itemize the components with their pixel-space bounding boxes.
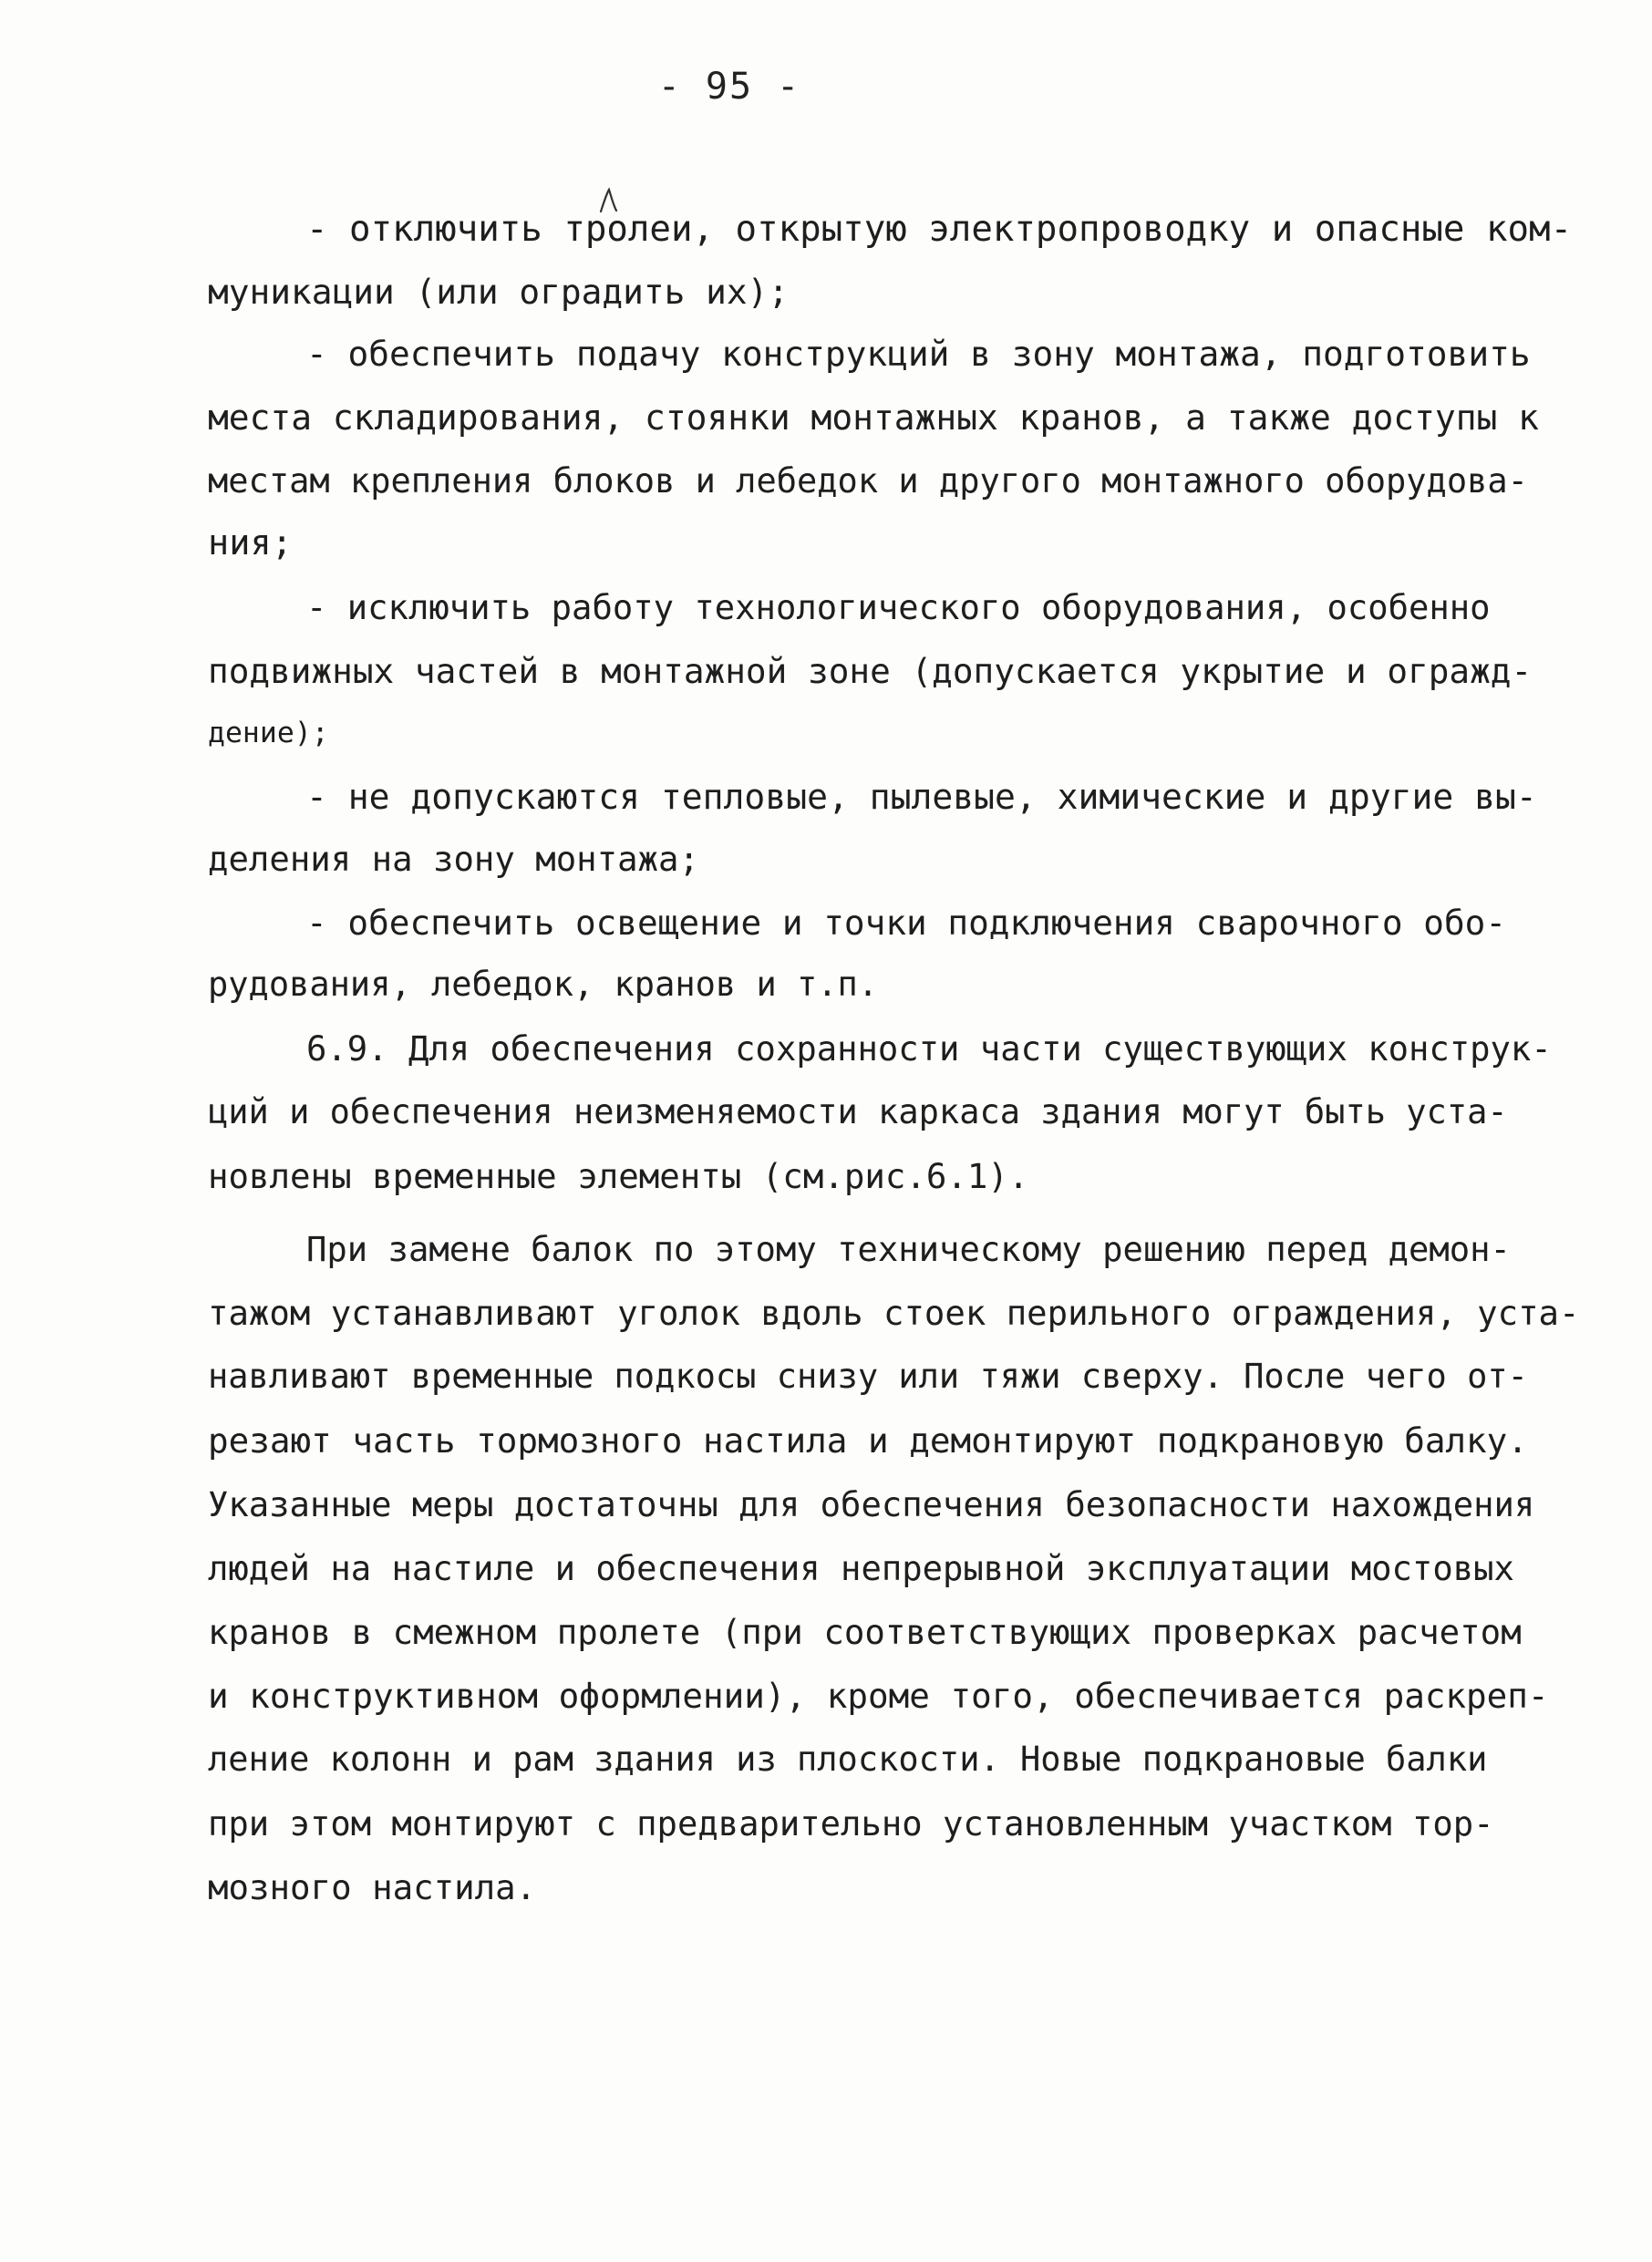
text-line: деления на зону монтажа; xyxy=(208,839,699,879)
text-line: мозного настила. xyxy=(208,1867,537,1907)
text-line: муникации (или оградить их); xyxy=(208,272,790,312)
text-line: ций и обеспечения неизменяемости каркаса здания могут быть уста- xyxy=(208,1092,1508,1131)
text-line: - отключить тролеи, открытую электропроводку и опасные ком- xyxy=(306,209,1573,250)
text-line: - исключить работу технологического оборудования, особенно xyxy=(306,587,1491,627)
text-line: ния; xyxy=(208,522,293,563)
text-line: места складирования, стоянки монтажных кранов, а также доступы к xyxy=(208,398,1539,438)
text-line: - обеспечить освещение и точки подключения сварочного обо- xyxy=(306,903,1507,943)
text-line: - обеспечить подачу конструкций в зону монтажа, подготовить xyxy=(306,334,1531,374)
text-line: и конструктивном оформлении), кроме того, обеспечивается раскреп- xyxy=(208,1676,1549,1716)
text-line: 6.9. Для обеспечения сохранности части существующих конструк- xyxy=(306,1028,1552,1069)
text-line: резают часть тормозного настила и демонтируют подкрановую балку. xyxy=(208,1420,1528,1461)
text-line: рудования, лебедок, кранов и т.п. xyxy=(208,965,879,1004)
text-line: подвижных частей в монтажной зоне (допускается укрытие и огражд- xyxy=(208,651,1533,691)
text-line: при этом монтируют с предварительно установленным участком тор- xyxy=(208,1803,1494,1844)
text-line: дение); xyxy=(208,717,329,749)
text-line: тажом устанавливают уголок вдоль стоек перильного ограждения, уста- xyxy=(208,1293,1580,1333)
text-line: новлены временные элементы (см.рис.6.1). xyxy=(208,1156,1029,1196)
page-number: - 95 - xyxy=(657,66,801,108)
text-line: людей на настиле и обеспечения непрерывной эксплуатации мостовых xyxy=(208,1548,1514,1588)
text-line: - не допускаются тепловые, пылевые, химические и другие вы- xyxy=(306,777,1537,817)
text-line: При замене балок по этому техническому решению перед демон- xyxy=(306,1229,1511,1269)
text-line: ление колонн и рам здания из плоскости. Новые подкрановые балки xyxy=(208,1740,1488,1779)
text-line: кранов в смежном пролете (при соответствующих проверках расчетом xyxy=(208,1612,1522,1652)
text-line: Указанные меры достаточны для обеспечения безопасности нахождения xyxy=(208,1484,1535,1524)
text-line: местам крепления блоков и лебедок и другого монтажного оборудова- xyxy=(208,461,1528,501)
text-line: навливают временные подкосы снизу или тяжи сверху. После чего от- xyxy=(208,1357,1528,1396)
